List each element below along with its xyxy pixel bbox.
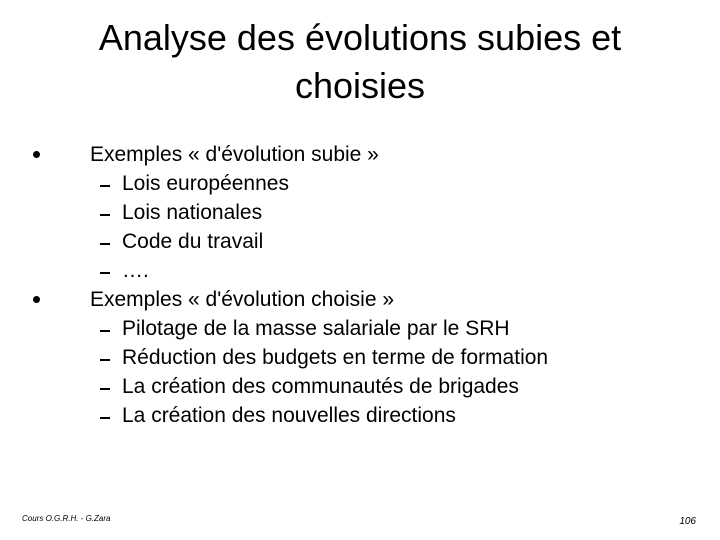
sub-bullet-text: La création des communautés de brigades (122, 375, 519, 398)
bullet-heading (30, 285, 690, 314)
section-choisie (30, 285, 690, 430)
sub-bullet (30, 198, 690, 227)
dash-icon (100, 417, 110, 419)
sub-bullet-text: La création des nouvelles directions (122, 404, 456, 427)
bullet-dot-icon (33, 151, 40, 158)
footer-course: Cours O.G.R.H. - G.Zara (22, 514, 111, 523)
bullet-heading-text: Exemples « d'évolution subie » (90, 143, 379, 166)
section-subie (30, 140, 690, 285)
sub-bullet-text: Lois nationales (122, 201, 263, 224)
page-number: 106 (679, 516, 696, 527)
bullet-dot-icon (33, 296, 40, 303)
sub-bullet-text: Lois européennes (122, 172, 289, 195)
sub-bullet-text: Réduction des budgets en terme de formation (122, 346, 549, 369)
sub-bullet (30, 401, 690, 430)
sub-bullet-text: …. (122, 259, 149, 282)
dash-icon (100, 214, 110, 216)
sub-bullet (30, 256, 690, 285)
sub-bullet-text: Pilotage de la masse salariale par le SRH (122, 317, 510, 340)
sub-bullet-text: Code du travail (122, 230, 264, 253)
sub-bullet (30, 314, 690, 343)
bullet-heading (30, 140, 690, 169)
bullet-heading-text: Exemples « d'évolution choisie » (90, 288, 395, 311)
sub-bullet (30, 227, 690, 256)
dash-icon (100, 388, 110, 390)
dash-icon (100, 330, 110, 332)
dash-icon (100, 272, 110, 274)
sub-bullet (30, 372, 690, 401)
dash-icon (100, 359, 110, 361)
dash-icon (100, 243, 110, 245)
dash-icon (100, 185, 110, 187)
slide-title: Analyse des évolutions subies et choisies (98, 17, 622, 106)
sub-bullet (30, 343, 690, 372)
sub-bullet (30, 169, 690, 198)
slide-body (30, 140, 690, 430)
